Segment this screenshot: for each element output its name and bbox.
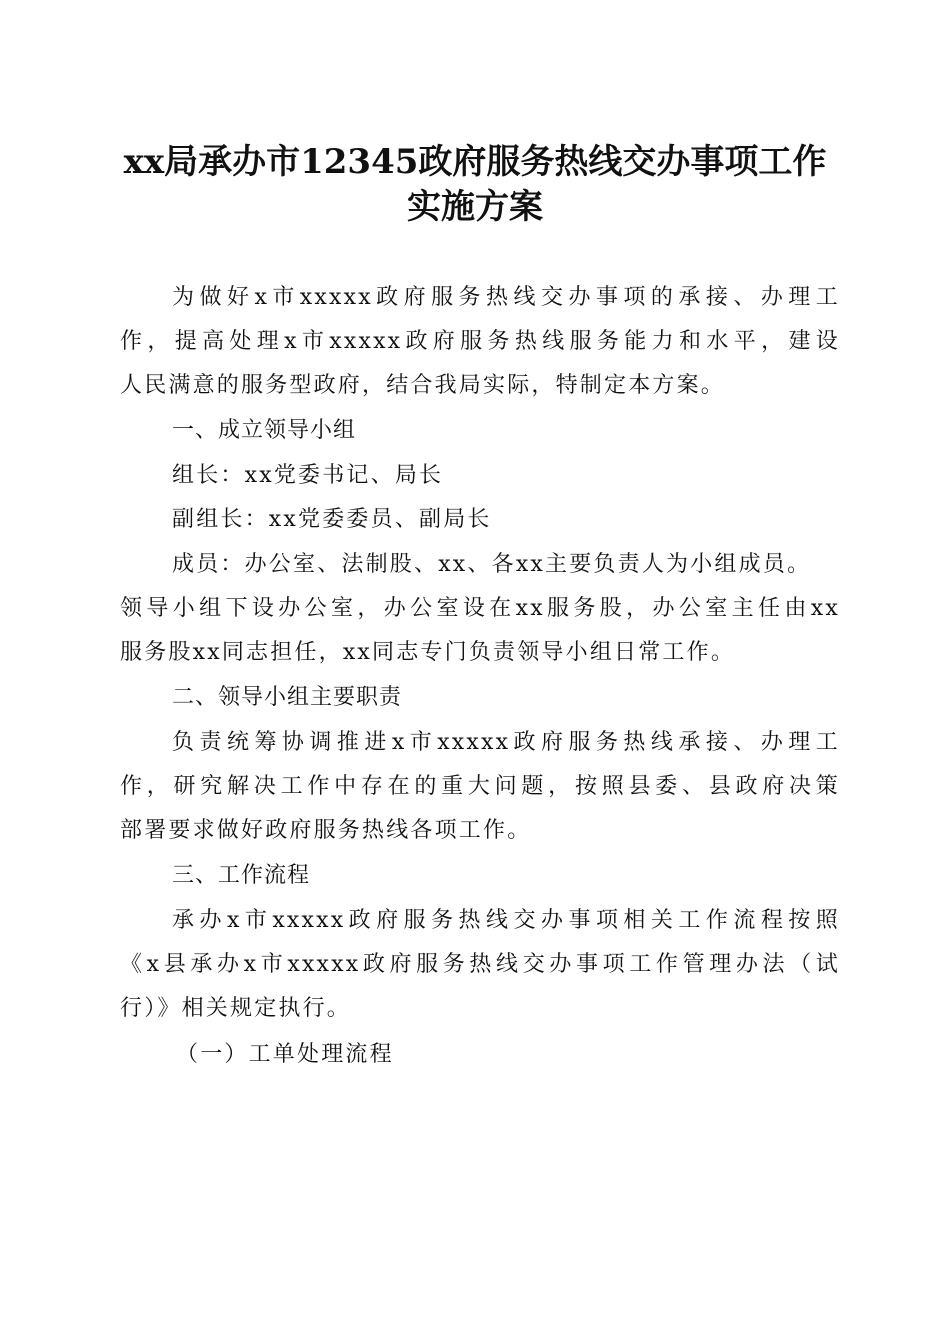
office-line-2: 服务股xx同志担任，xx同志专门负责领导小组日常工作。 [120,640,736,665]
process-line-1: 承办x市xxxxx政府服务热线交办事项相关工作流程按照 [172,908,840,933]
section-heading-1: 一、成立领导小组 [172,418,357,443]
document-title-line-1: xx局承办市12345政府服务热线交办事项工作 [123,142,827,182]
deputy-leader-line: 副组长：xx党委委员、副局长 [172,507,492,532]
office-line-1: 领导小组下设办公室，办公室设在xx服务股，办公室主任由xx [120,596,840,621]
paragraph-intro-line-3: 人民满意的服务型政府，结合我局实际，特制定本方案。 [120,373,726,398]
group-leader-line: 组长：xx党委书记、局长 [172,463,444,488]
members-line: 成员：办公室、法制股、xx、各xx主要负责人为小组成员。 [172,552,812,577]
paragraph-intro-line-2: 作，提高处理x市xxxxx政府服务热线服务能力和水平，建设 [120,329,840,354]
duties-line-3: 部署要求做好政府服务热线各项工作。 [120,818,532,843]
section-heading-3: 三、工作流程 [172,863,311,888]
document-title-line-2: 实施方案 [407,187,543,227]
duties-line-1: 负责统筹协调推进x市xxxxx政府服务热线承接、办理工 [172,730,840,755]
process-line-3: 行）》相关规定执行。 [120,996,352,1021]
duties-line-2: 作，研究解决工作中存在的重大问题，按照县委、县政府决策 [120,774,840,799]
paragraph-intro-line-1: 为做好x市xxxxx政府服务热线交办事项的承接、办理工 [172,285,840,310]
section-heading-2: 二、领导小组主要职责 [172,685,403,710]
subsection-heading-1: （一）工单处理流程 [176,1042,394,1067]
process-line-2: 《x县承办x市xxxxx政府服务热线交办事项工作管理办法（试 [120,952,840,977]
